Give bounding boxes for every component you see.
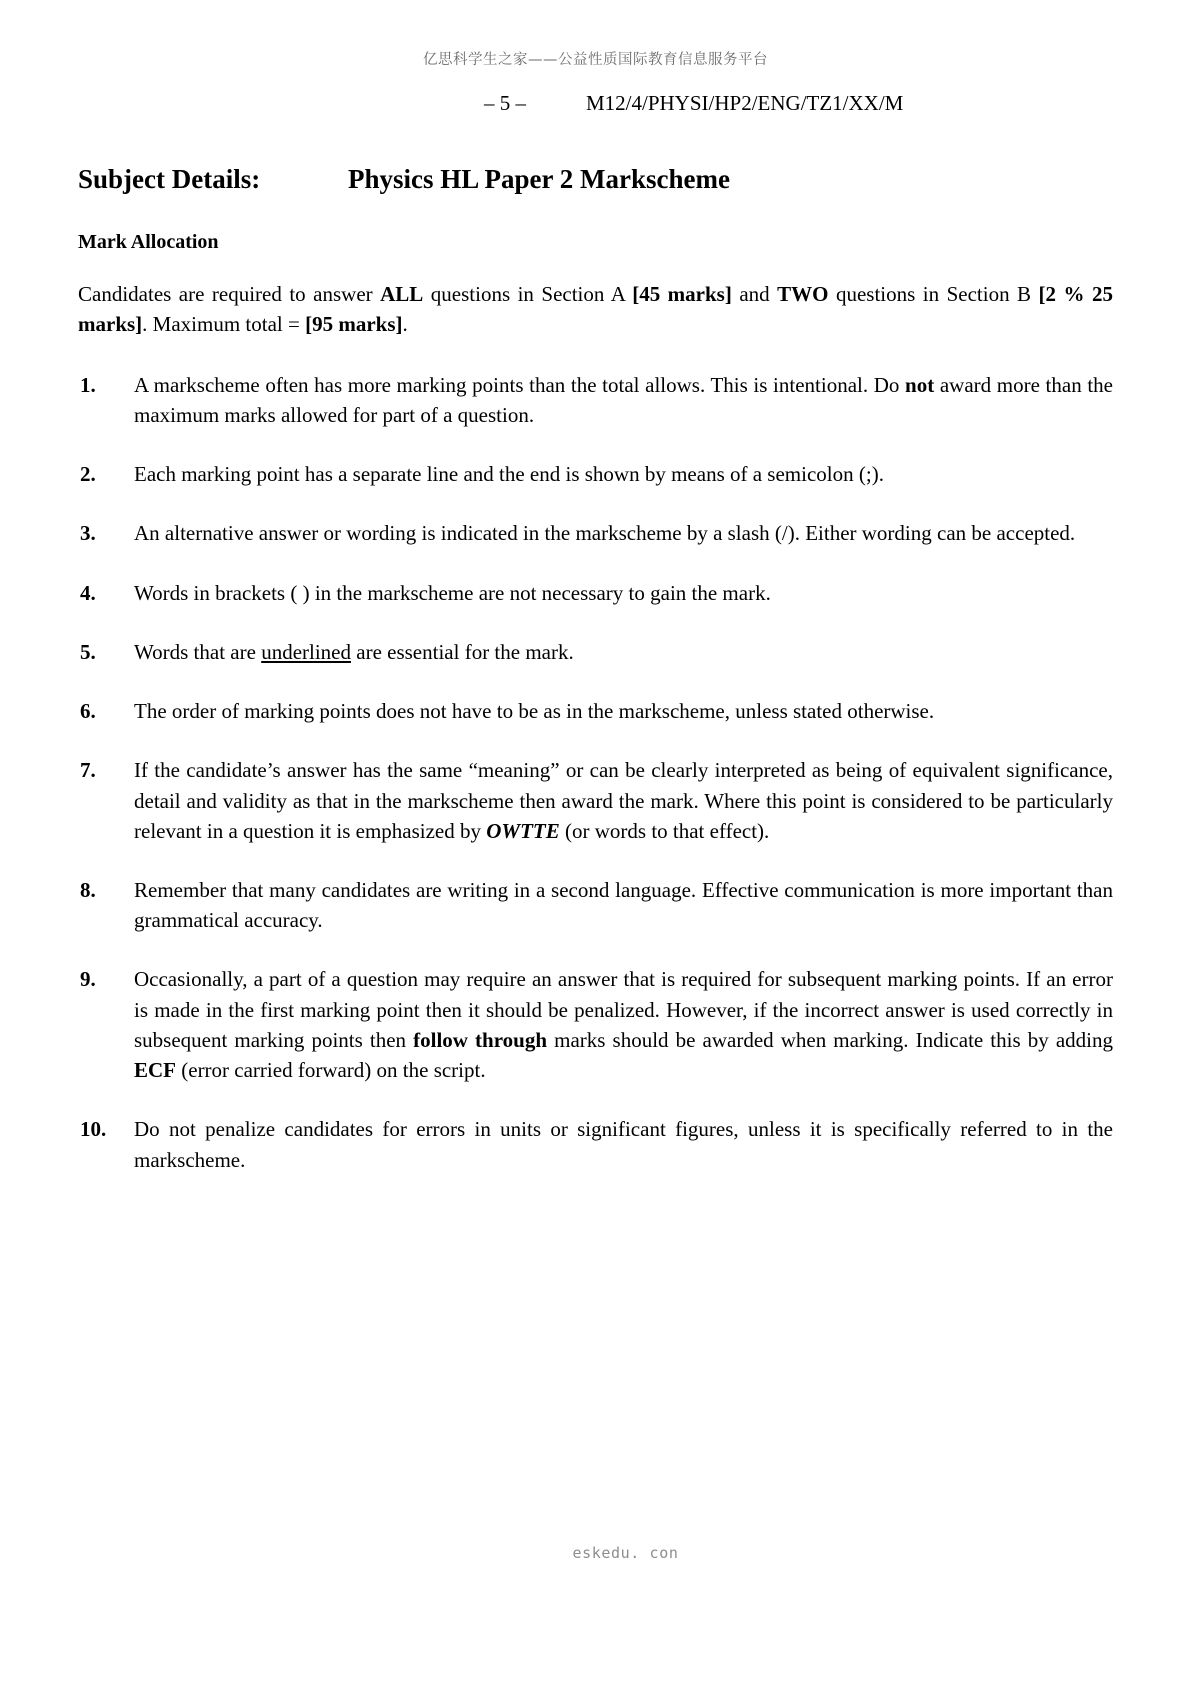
list-item-number: 5. [80,639,96,664]
intro-part-5: . Maximum total = [142,311,306,336]
list-item-number: 10. [80,1117,107,1142]
list-item-text [134,875,1113,935]
text-a: Remember that many candidates are writing in a second language. Effective communication is more important than grammatical accuracy. [134,877,1113,933]
notes-list [78,370,1113,1175]
list-item-text [134,370,1113,430]
list-item-number: 6. [80,699,96,724]
list-item [78,459,1113,489]
list-item [78,875,1113,935]
page-title [78,164,1113,195]
text-a: A markscheme often has more marking points than the total allows. This is intentional. Do [134,372,906,397]
list-item-number: 1. [80,372,96,397]
text-a: Words that are [134,639,262,664]
intro-marks-total: [95 marks] [305,311,403,336]
text-a: Each marking point has a separate line and the end is shown by means of a semicolon (;). [134,462,884,487]
list-item [78,578,1113,608]
text-a: Occasionally, a part of a question may require an answer that is required for subsequent marking points. If an error is made in the first marking point then it should be penalized. However, if the incorrect answer is used correctly in subsequent marking points then [134,967,1113,1052]
list-item-text [134,755,1113,846]
list-item-text [134,578,1113,608]
list-item [78,696,1113,726]
text-underlined: underlined [261,639,351,664]
list-item [78,370,1113,430]
text-a: An alternative answer or wording is indicated in the markscheme by a slash (/). Either wording can be accepted. [134,521,1076,546]
mark-allocation-heading: Mark Allocation [78,231,219,253]
list-item [78,964,1113,1085]
intro-all: ALL [380,282,424,306]
text-a: The order of marking points does not have to be as in the markscheme, unless stated otherwise. [134,699,935,724]
text-bold: not [905,372,935,397]
list-item-number: 4. [80,580,96,605]
list-item-number: 2. [80,462,96,487]
top-watermark: 亿思科学生之家——公益性质国际教育信息服务平台 [423,52,768,68]
text-b: award more than the maximum marks allowed for part of a question. [134,372,1113,427]
text-c: (error carried forward) on the script. [176,1058,486,1083]
text-b: marks should be awarded when marking. Indicate this by adding [547,1027,1113,1052]
intro-marks-a: [45 marks] [632,282,732,306]
text-a: Do not penalize candidates for errors in units or significant figures, unless it is specifically referred to in the markscheme. [134,1117,1113,1172]
text-owtte: OWTTE [486,818,560,843]
mark-allocation-intro [78,280,1113,340]
list-item-text [134,696,1113,726]
page-header [78,91,1113,116]
subject-details-label: Subject Details: [78,164,261,194]
intro-marks-b: [2 % 25 marks] [78,282,1113,336]
list-item-text [134,459,1113,489]
paper-code: M12/4/PHYSI/HP2/ENG/TZ1/XX/M [586,91,904,115]
intro-part-2: questions in Section A [423,282,633,306]
list-item-number: 7. [80,758,96,783]
intro-part-4: questions in Section B [828,282,1039,306]
text-b: (or words to that effect). [559,818,770,843]
intro-part-6: . [402,311,408,336]
list-item-text [134,1114,1113,1174]
intro-part-3: and [731,282,778,306]
list-item [78,518,1113,548]
list-item-number: 3. [80,521,96,546]
page-number: – 5 – [484,91,526,115]
text-a: If the candidate’s answer has the same “meaning” or can be clearly interpreted as being of equivalent significance, detail and validity as that in the markscheme then award the mark. Where this point is considered to be particularly relevant in a question it is emphasized by [134,758,1113,843]
intro-two: TWO [777,282,829,306]
list-item-number: 8. [80,877,96,902]
list-item [78,1114,1113,1174]
list-item-text [134,964,1113,1085]
list-item-text [134,518,1113,548]
text-b: are essential for the mark. [351,639,574,664]
list-item-text [134,637,1113,667]
text-bold-2: ECF [134,1058,176,1083]
list-item [78,637,1113,667]
list-item-number: 9. [80,967,96,992]
bottom-watermark: eskedu. con [572,1544,679,1562]
subject-details-value: Physics HL Paper 2 Markscheme [348,164,730,194]
intro-part-1: Candidates are required to answer [78,282,381,306]
list-item [78,755,1113,846]
text-a: Words in brackets ( ) in the markscheme are not necessary to gain the mark. [134,580,771,605]
text-bold: follow through [413,1027,548,1052]
